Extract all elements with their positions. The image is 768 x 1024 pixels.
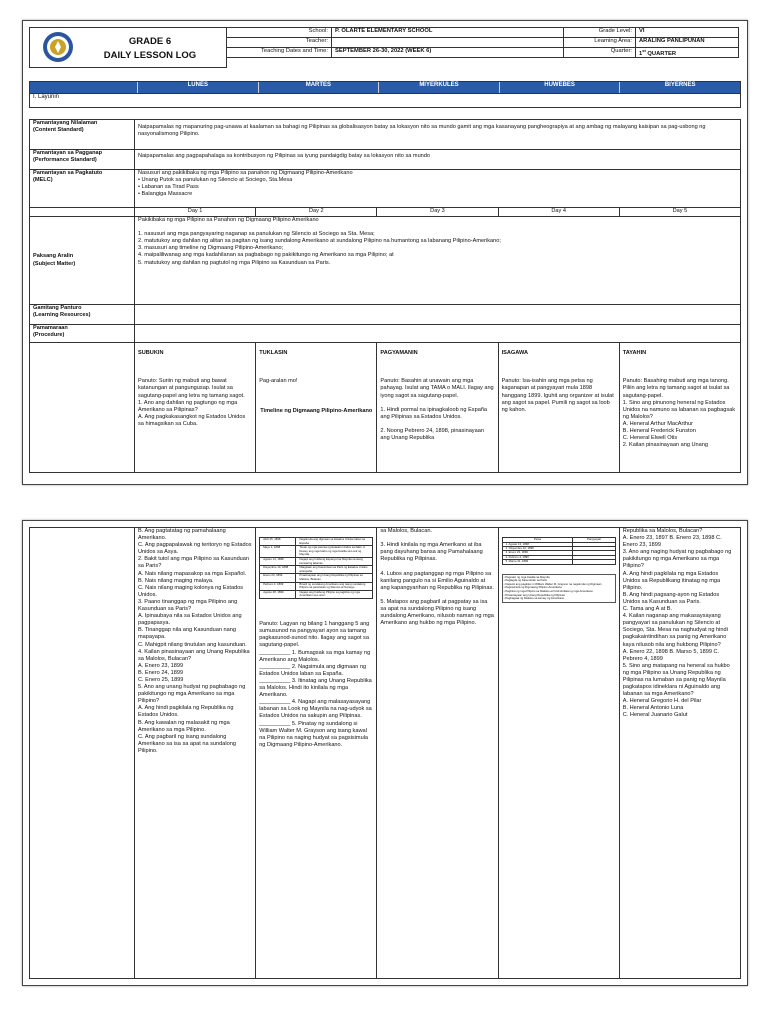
tayahin-text: Panuto: Basahing mabuti ang mga tanong. Piliin ang letra ng tamang sagot at isulat sa sagutang-papel. 1. Sino ang pinunong heneral ng Estados Unidos na namuno sa labanan sa pagbagsak ng Malolos? A. Heneral Arthur MacArthur B. Heneral Frederick Funston C. Heneral Elwell Otis 2. Kailan pinasinayaan ang Unang [622,378,736,449]
timeline-event: Tinalo ng mga pwersa ng Estados Unidos sa ilalim ni Dewey ang mga barko ng mga Kastila sa Look ng Maynila. [296,546,373,558]
page-2 [22,520,748,986]
choice-item: • Pinasinayaan ang Unang Republika ng Pilipinas [503,592,565,597]
deped-seal-icon [42,31,74,63]
timeline-row [260,546,373,558]
school-label: School: [227,28,332,38]
tuklasin-continued [256,528,377,979]
timeline-date: Agosto 13, 1898 [260,558,296,566]
timeline-event: Nagsimula ang digmaan sa Estados Unidos laban sa España. [296,538,373,546]
melc-text: Nasusuri ang pakikibaka ng mga Pilipino sa panahon ng Digmaang Pilipino-Amerikano • Unang Putok sa panulukan ng Silencio at Sociego, Sta.Mesa • Labanan sa Tirad Pass • Balangiga Massacre [135,170,741,208]
content-standard-label: Pamantayang Nilalaman (Content Standard) [30,120,135,150]
pagyamanin-heading: PAGYAMANIN [380,350,418,357]
timeline-table [259,537,373,599]
organizer-row [502,560,615,564]
timeline-event: Binaril ng sundalong Amerikano ang isang sundalong Pilipino sa panulukan ng Silencio at Sociego. [296,582,373,590]
choice-item: • Pagsisimula ng Digmaang Pilipino-Amerikano [503,585,562,590]
quarter-label: Quarter: [564,48,636,58]
tayahin-cell [619,343,740,473]
day-header-huwebes: HUWEBES [499,82,620,93]
organizer-blank [573,560,615,564]
subukin-cell [135,343,256,473]
dates-label: Teaching Dates and Time: [227,48,332,58]
school-value: P. OLARTE ELEMENTARY SCHOOL [332,28,564,38]
timeline-row [260,590,373,598]
organizer-date: 4. Pebrero 4, 1899 [502,555,573,559]
choice-item: • Pagsuko ng mga Kastila sa Maynila [503,574,550,579]
isagawa-choices-box [502,574,616,603]
timeline-event: Pinasinayaan ang Unang Republika ng Pilipinas sa Malolos, Bulacan. [296,574,373,582]
lesson-table [29,93,741,473]
page-1 [22,20,748,485]
timeline-date: Mayo 1, 1898 [260,546,296,558]
day-label-2: Day 2 [256,208,377,217]
layunin-label: I. Layunin [30,94,741,108]
day-label-3: Day 3 [377,208,498,217]
day-label-5: Day 5 [619,208,740,217]
organizer-head-event: Pangyayari [573,538,615,542]
timeline-row [260,574,373,582]
pagyamanin-text: Panuto: Basahin at unawain ang mga pahayag. Isulat ang TAMA o MALI. Ilagay ang iyong sagot sa sagutang-papel. 1. Hindi pormal na ipinagkaloob ng España ang Pilipinas sa Estados Unidos. 2. Noong Pebrero 24, 1898, pinasinayaan ang Unang Republika [380,378,494,442]
tuklasin-heading: TUKLASIN [259,350,288,357]
procedure-table-continued [29,527,741,979]
timeline-date: Enero 23, 1899 [260,574,296,582]
header-title-cell [30,28,227,68]
teacher-value [332,38,564,48]
day-header-lunes: LUNES [137,82,258,93]
tuklasin-activity-text: Panuto: Lagyan ng bilang 1 hanggang 5 ang sumusunod na pangyayari ayon sa tamang pagkasunod-sunod nito. Ilagay ang sagot sa sagutang-papel. __________ 1. Bumagsak sa mga kamay ng Amerikano ang Malolos. __________ 2. Nagsimula ang digmaan ng Estados Unidos laban sa España. __________ 3. Itinatag ang Unang Republika sa Malolos. Hindi ito kinilala ng mga Amerikano. __________ 4. Nagapi ang malasayasayang labanan sa Look ng Maynila na nag-udyok sa Estados Unidos na sakupin ang Pilipinas. __________ 5. Pinatay ng sundalong si William Walter M. Grayson ang isang kawal na Pilipino na naging hudyat sa pagsisimula ng Digmaang Pilipino-Amerikano. [259,621,372,748]
grade-level-label: Grade Level: [564,28,636,38]
choice-item: • Paghina ng mga Pilipino sa Malolos at hindi kinilala ng mga Amerikano [503,589,593,593]
pagyamanin-continued: sa Malolos, Bulacan. 3. Hindi kinilala ng mga Amerikano at iba pang dayuhang bansa ang Pamahalaang Republika ng Pilipinas. 4. Lubos ang pagtanggap ng mga Pilipino sa kanilang pangulo na si Emilio Aguinaldo at ang kapangyarihan ng Republika ng Pilipinas. 5. Matapos ang pagbaril at pagpatay sa isa sa apat na sundalong Pilipino ng isang sundalong Amerikano, nilusob naman ng mga Amerikano ang hukbo ng mga Pilipino. [377,528,498,979]
choice-item: • Naputol ang pagkilos ni William Walter M. Grayson na nagsimula ng Digmaan [503,581,602,586]
paksa-text: Pakikibaka ng mga Pilipino sa Panahon ng Digmaang Pilipino Amerikano 1. nasusuri ang mga pangyayaring naganap sa panulukan ng Silencio at Sociego sa Sta. Mesa; 2. matutukoy ang dahilan ng alitan sa pagitan ng isang sundalong Amerikano at sundalong Pilipino na humantong sa labanang Pilipino-Amerikano; 3. masusuri ang timeline ng Digmaang Pilipino-Amerikano; 4. maipaliliwanag ang mga kadahilanan sa pagbabago ng pakikitungo ng Amerikano sa mga Pilipino; at 5. matutukoy ang dahilan ng pagtutol ng mga Pilipino sa Kasunduan sa Paris. [135,217,741,305]
day-header-biyernes: BIYERNES [619,82,740,93]
day-label-1: Day 1 [135,208,256,217]
pamamaraan-label: Pamamaraan (Procedure) [30,325,135,343]
timeline-date: Abril 25, 1898 [260,538,296,546]
lesson-grid [29,93,741,473]
tayahin-heading: TAYAHIN [622,350,647,357]
timeline-event: Nagapi ang hukbong Pilipino sa pagkilos ng mga Amerikano sa Luzon. [296,590,373,598]
isagawa-continued [498,528,619,979]
isagawa-cell [498,343,619,473]
teacher-label: Teacher: [227,38,332,48]
melc-label: Pamantayan sa Pagkatuto (MELC) [30,170,135,208]
gamit-label: Gamitang Panturo (Learning Resources) [30,305,135,325]
day-header-miyerkules: MIYERKULES [378,82,499,93]
performance-standard-label: Pamantayan sa Pagganap (Performance Standard) [30,150,135,170]
quarter-value [636,48,739,58]
grade-title: GRADE 6 [128,36,172,47]
choice-item: • Pagbagsak ng Malolos sa kamay ng Amerikano [503,596,565,601]
day-header-martes: MARTES [258,82,379,93]
isagawa-heading: ISAGAWA [501,350,528,357]
quarter-suffix: st [642,48,646,53]
choice-item: • Paglagda ng Kasunduan sa Paris [503,578,547,583]
log-title: DAILY LESSON LOG [103,50,197,61]
quarter-number: 1 [639,50,643,57]
subukin-text: Panuto: Suriin ng mabuti ang bawat katanungan at pangungusap. Isulat sa sagutang-papel ang letra ng tamang sagot. 1. Ano ang dahilan ng pagtungo ng mga Amerikano sa Pilipinas? A. Ang pagkakasangkot ng Estados Unidos sa himagsikan sa Cuba. [138,378,246,427]
pagyamanin-cell [377,343,498,473]
subukin-heading: SUBUKIN [138,350,164,357]
organizer-date: 2. Disyembre 10, 1898 [502,546,573,550]
timeline-event: Nilagdaan ang Kasunduan sa Paris ng Estados Unidos at España. [296,566,373,574]
timeline-date: Disyembre 10, 1898 [260,566,296,574]
tayahin-continued: Republika sa Malolos, Bulacan? A. Enero 23, 1897 B. Enero 23, 1898 C. Enero 23, 1899 3. Ano ang naging hudyat ng pagbabago ng pakikitungo ng mga Amerikano sa mga Pilipino? A. Ang hindi pagkilala ng mga Estados Unidos sa Republikang itinatag ng mga Pilipino. B. Ang hindi pagsang-ayon ng Estados Unidos sa Kasunduan sa Paris. C. Tama ang A at B. 4. Kailan naganap ang makasaysayang pangyayari sa panulukan ng Silencio at Sociego, Sta. Mesa na naghudyat ng hindi pagkakaintindihan sa panig ng Amerikano kaya nilusob nila ang hukbong Pilipino? A. Enero 22, 1898 B. Marso 5, 1899 C. Pebrero 4, 1899 5. Sino ang matapang na heneral sa hukbo ng mga Pilipino sa Unang Republika ng Pilipinas na lumaban sa panig ng Maynila pagkatapos idineklara ni Aguinaldo ang labanan sa mga Amerikano? A. Heneral Gregorio H. del Pilar B. Heneral Antonio Luna C. Heneral Juanario Galut [619,528,740,979]
organizer-date: 5. Marso 31, 1899 [502,560,573,564]
performance-standard-text: Naipapamalas ang pagpapahalaga sa kontribusyon ng Pilipinas sa iyung pandaigdig batay sa lokasyon nito sa mundo [135,150,741,170]
organizer-head-date: Petsa [502,538,573,542]
tuklasin-cell [256,343,377,473]
timeline-date: Pebrero 4, 1899 [260,582,296,590]
timeline-event: Nagapi ang hukbong Espanyol sa Maynila sa isang kunwaring labanan. [296,558,373,566]
subukin-continued: B. Ang pagtatatag ng pamahalaang Amerikano. C. Ang pagpapalawak ng teritoryo ng Estados Unidos sa Asya. 2. Bakit tutol ang mga Pilipino sa Kasunduan sa Paris? A. Nais nilang mapasakop sa mga Español. B. Nais nilang maging malaya. C. Nais nilang maging kolonya ng Estados Unidos. 3. Paano tinanggap ng mga Pilipino ang Kasunduan sa Paris? A. Ipinaubaya nila sa Estados Unidos ang pagpapasya. B. Tinanggap nila ang Kasunduan nang mapayapa. C. Mahigpit nilang tinutulan ang kasunduan. 4. Kailan pinasinayaan ang Unang Republika sa Malolos, Bulacan? A. Enero 23, 1899 B. Enero 24, 1899 C. Enero 25, 1899 5. Ano ang unang hudyat ng pagbabago ng pakikitungo ng mga Amerikano sa mga Pilipino? A. Ang hindi pagkilala ng Republika ng Estados Unidos. B. Ang kawalan ng malasakit ng mga Amerikano sa mga Pilipino. C. Ang pagbaril ng isang sundalong Amerikano sa isa sa apat na sundalong Pilipino. [135,528,256,979]
area-label: Learning Area: [564,38,636,48]
grade-level-value: VI [636,28,739,38]
tuklasin-title: Timeline ng Digmaang Pilipino-Amerikano [260,407,373,414]
timeline-date: Agosto 28, 1899 [260,590,296,598]
header [29,27,739,89]
area-value: ARALING PANLIPUNAN [636,38,739,48]
dates-value: SEPTEMBER 26-30, 2022 (WEEK 6) [332,48,564,58]
quarter-word: QUARTER [645,50,677,57]
isagawa-text: Panuto: Isa-isahin ang mga petsa ng kaganapan at pangyayari mula 1898 hanggang 1899. Iguhit ang organizer at isulat ang sagot sa papel. Pumili ng sagot sa loob ng kahon. [501,378,614,413]
header-table [29,27,739,68]
content-standard-text: Naipapamalas ng mapanuring pag-unawa at kaalaman sa bahagi ng Pilipinas sa globalisasyon batay sa lokasyon nito sa mundo gamit ang mga kasanayang pangheograpiya at ang ambag ng malayang kaisipan sa pag-usbong ng nasyonalismong Pilipino. [135,120,741,150]
organizer-date: 3. Enero 23, 1899 [502,551,573,555]
day-label-4: Day 4 [498,208,619,217]
isagawa-organizer [502,537,616,564]
organizer-date: 1. Agosto 13, 1898 [502,542,573,546]
paksa-label: Paksang Aralin (Subject Matter) [30,217,135,305]
tuklasin-text: Pag-aralan mo! [259,378,298,385]
